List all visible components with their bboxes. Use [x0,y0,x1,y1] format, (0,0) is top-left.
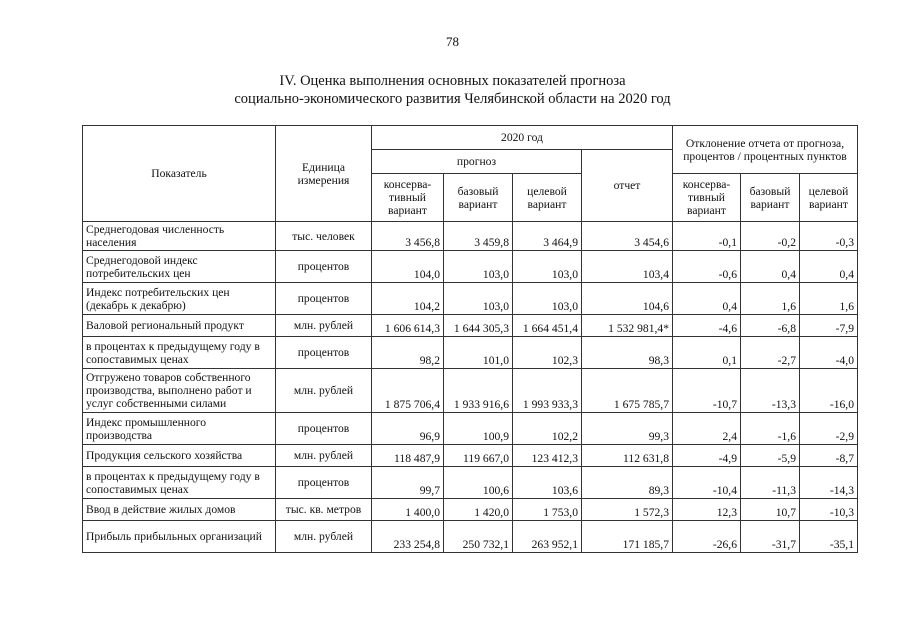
row-deviation-base: -13,3 [741,369,800,413]
row-indicator: Отгружено товаров собственного производства, выполнено работ и услуг собственными силами [83,369,276,413]
row-unit: млн. рублей [276,315,372,337]
row-indicator: Продукция сельского хозяйства [83,445,276,467]
row-indicator: Прибыль прибыльных организаций [83,521,276,553]
row-report: 89,3 [582,467,673,499]
row-forecast-target: 102,3 [513,337,582,369]
row-forecast-target: 123 412,3 [513,445,582,467]
header-forecast: прогноз [372,150,582,174]
row-report: 1 572,3 [582,499,673,521]
row-report: 171 185,7 [582,521,673,553]
row-indicator: Среднегодовая численность населения [83,222,276,251]
row-deviation-target: 0,4 [800,251,858,283]
table-row [83,369,858,413]
row-unit: млн. рублей [276,445,372,467]
row-deviation-target: -7,9 [800,315,858,337]
row-forecast-conservative: 96,9 [372,413,444,445]
row-indicator: Индекс потребительских цен (декабрь к декабрю) [83,283,276,315]
row-deviation-conservative: -26,6 [673,521,741,553]
row-forecast-target: 1 993 933,3 [513,369,582,413]
row-deviation-target: -14,3 [800,467,858,499]
table-row [83,521,858,553]
row-report: 112 631,8 [582,445,673,467]
header-forecast-base: базовый вариант [444,174,513,222]
table-row [83,222,858,251]
row-forecast-target: 103,0 [513,283,582,315]
row-deviation-base: -5,9 [741,445,800,467]
row-forecast-target: 263 952,1 [513,521,582,553]
row-deviation-conservative: -4,9 [673,445,741,467]
table-row [83,413,858,445]
table-row [83,283,858,315]
header-report: отчет [582,150,673,222]
row-deviation-target: -16,0 [800,369,858,413]
row-forecast-base: 1 420,0 [444,499,513,521]
row-deviation-target: -4,0 [800,337,858,369]
header-deviation-base: базовый вариант [741,174,800,222]
row-unit: млн. рублей [276,369,372,413]
row-report: 103,4 [582,251,673,283]
row-deviation-base: -0,2 [741,222,800,251]
row-deviation-conservative: -10,7 [673,369,741,413]
row-indicator: в процентах к предыдущему году в сопоставимых ценах [83,467,276,499]
row-forecast-conservative: 104,0 [372,251,444,283]
header-forecast-conservative: консерва-тивный вариант [372,174,444,222]
row-forecast-conservative: 1 606 614,3 [372,315,444,337]
row-report: 104,6 [582,283,673,315]
table-row [83,467,858,499]
row-indicator: Валовой региональный продукт [83,315,276,337]
row-unit: процентов [276,413,372,445]
table-row [83,499,858,521]
page-title [0,72,905,108]
row-unit: млн. рублей [276,521,372,553]
row-deviation-target: -35,1 [800,521,858,553]
row-report: 1 532 981,4* [582,315,673,337]
row-deviation-conservative: 2,4 [673,413,741,445]
row-forecast-target: 1 664 451,4 [513,315,582,337]
row-indicator: Ввод в действие жилых домов [83,499,276,521]
table-row [83,315,858,337]
row-forecast-target: 1 753,0 [513,499,582,521]
row-forecast-conservative: 99,7 [372,467,444,499]
row-deviation-conservative: 12,3 [673,499,741,521]
header-deviation-conservative: консерва-тивный вариант [673,174,741,222]
row-report: 3 454,6 [582,222,673,251]
row-indicator: Среднегодовой индекс потребительских цен [83,251,276,283]
row-deviation-target: -10,3 [800,499,858,521]
row-deviation-conservative: 0,4 [673,283,741,315]
row-deviation-base: -2,7 [741,337,800,369]
row-deviation-target: -8,7 [800,445,858,467]
row-unit: процентов [276,467,372,499]
row-deviation-base: 0,4 [741,251,800,283]
row-forecast-conservative: 1 400,0 [372,499,444,521]
row-report: 98,3 [582,337,673,369]
header-deviation-target: целевой вариант [800,174,858,222]
row-deviation-base: -6,8 [741,315,800,337]
row-indicator: в процентах к предыдущему году в сопоставимых ценах [83,337,276,369]
row-deviation-conservative: -10,4 [673,467,741,499]
row-forecast-conservative: 104,2 [372,283,444,315]
table-row [83,251,858,283]
row-deviation-base: 10,7 [741,499,800,521]
row-forecast-conservative: 3 456,8 [372,222,444,251]
row-forecast-base: 250 732,1 [444,521,513,553]
row-forecast-conservative: 1 875 706,4 [372,369,444,413]
row-forecast-base: 1 933 916,6 [444,369,513,413]
header-indicator: Показатель [83,126,276,222]
row-forecast-conservative: 118 487,9 [372,445,444,467]
row-forecast-target: 103,0 [513,251,582,283]
row-forecast-target: 102,2 [513,413,582,445]
row-deviation-target: -0,3 [800,222,858,251]
row-forecast-base: 101,0 [444,337,513,369]
row-unit: процентов [276,283,372,315]
row-report: 99,3 [582,413,673,445]
row-report: 1 675 785,7 [582,369,673,413]
row-forecast-base: 100,6 [444,467,513,499]
header-deviation: Отклонение отчета от прогноза, процентов / процентных пунктов [673,126,858,174]
row-forecast-base: 1 644 305,3 [444,315,513,337]
table-row [83,445,858,467]
row-unit: тыс. кв. метров [276,499,372,521]
row-deviation-target: 1,6 [800,283,858,315]
row-deviation-base: -31,7 [741,521,800,553]
row-forecast-base: 100,9 [444,413,513,445]
row-deviation-base: 1,6 [741,283,800,315]
row-deviation-base: -1,6 [741,413,800,445]
row-forecast-conservative: 233 254,8 [372,521,444,553]
row-deviation-base: -11,3 [741,467,800,499]
row-deviation-conservative: 0,1 [673,337,741,369]
table-row [83,337,858,369]
row-unit: процентов [276,251,372,283]
row-forecast-base: 103,0 [444,283,513,315]
row-deviation-target: -2,9 [800,413,858,445]
row-forecast-base: 103,0 [444,251,513,283]
header-year: 2020 год [372,126,673,150]
row-deviation-conservative: -4,6 [673,315,741,337]
page-number: 78 [446,34,459,49]
header-unit: Единица измерения [276,126,372,222]
header-forecast-target: целевой вариант [513,174,582,222]
row-forecast-target: 103,6 [513,467,582,499]
row-forecast-base: 3 459,8 [444,222,513,251]
title-line-2: социально-экономического развития Челябинской области на 2020 год [234,91,671,107]
row-unit: тыс. человек [276,222,372,251]
row-unit: процентов [276,337,372,369]
title-line-1: IV. Оценка выполнения основных показателей прогноза [279,73,626,89]
row-deviation-conservative: -0,1 [673,222,741,251]
row-forecast-base: 119 667,0 [444,445,513,467]
row-forecast-conservative: 98,2 [372,337,444,369]
row-forecast-target: 3 464,9 [513,222,582,251]
indicators-table [82,125,858,553]
row-deviation-conservative: -0,6 [673,251,741,283]
row-indicator: Индекс промышленного производства [83,413,276,445]
